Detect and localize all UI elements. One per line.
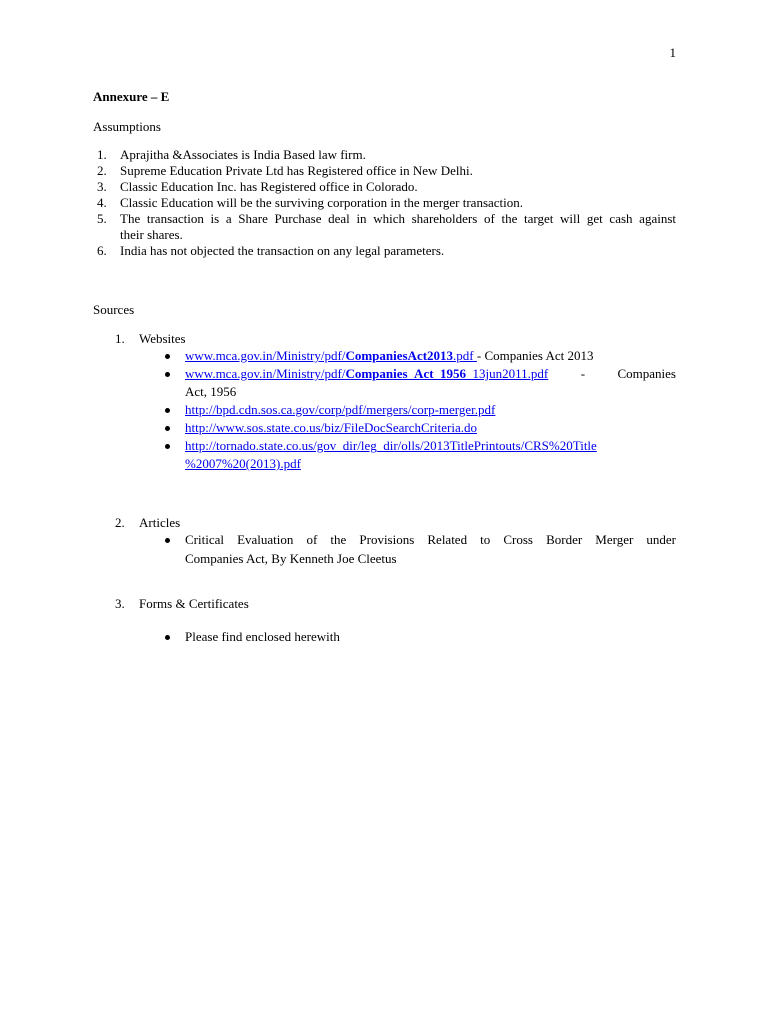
articles-section bbox=[93, 514, 676, 569]
link-description: - Companies bbox=[548, 366, 676, 381]
list-number: 1. bbox=[115, 331, 125, 346]
annexure-heading: Annexure – E bbox=[93, 89, 170, 104]
link-companies-act-2013[interactable]: www.mca.gov.in/Ministry/pdf/CompaniesAct2013.pdf bbox=[185, 348, 477, 363]
forms-heading bbox=[93, 595, 676, 612]
link-companies-act-1956[interactable]: www.mca.gov.in/Ministry/pdf/Companies_Act_1956_13jun2011.pdf bbox=[185, 366, 549, 381]
article-text-continued: Companies Act, By Kenneth Joe Cleetus bbox=[185, 551, 397, 566]
websites-heading bbox=[93, 330, 676, 347]
forms-label: Forms & Certificates bbox=[139, 596, 249, 611]
list-number: 1. bbox=[97, 147, 107, 162]
link-description-continued: Act, 1956 bbox=[185, 384, 237, 399]
websites-list bbox=[93, 347, 676, 473]
link-description: - Companies Act 2013 bbox=[476, 348, 594, 363]
link-ca-corp-merger[interactable]: http://bpd.cdn.sos.ca.gov/corp/pdf/mergers/corp-merger.pdf bbox=[185, 402, 496, 417]
list-item bbox=[93, 628, 676, 646]
assumption-text-continued: their shares. bbox=[120, 227, 183, 242]
list-item bbox=[93, 195, 676, 211]
article-text: Critical Evaluation of the Provisions Related to Cross Border Merger under bbox=[185, 532, 676, 547]
list-number: 3. bbox=[115, 596, 125, 611]
sources-title: Sources bbox=[93, 302, 135, 317]
list-item bbox=[93, 211, 676, 243]
link-co-file-doc-search[interactable]: http://www.sos.state.co.us/biz/FileDocSearchCriteria.do bbox=[185, 420, 477, 435]
assumption-text: Supreme Education Private Ltd has Registered office in New Delhi. bbox=[120, 163, 473, 178]
bullet-icon bbox=[165, 408, 170, 413]
bullet-icon bbox=[165, 538, 170, 543]
assumptions-list bbox=[93, 147, 676, 259]
bullet-icon bbox=[165, 426, 170, 431]
list-item bbox=[93, 437, 676, 473]
page-number: 1 bbox=[669, 45, 676, 60]
articles-label: Articles bbox=[139, 515, 181, 530]
link-co-crs-title[interactable]: http://tornado.state.co.us/gov_dir/leg_dir/olls/2013TitlePrintouts/CRS%20Title %2007%20(2013).pdf bbox=[185, 438, 597, 471]
articles-heading bbox=[93, 514, 676, 531]
websites-label: Websites bbox=[139, 331, 186, 346]
assumption-text: Aprajitha &Associates is India Based law firm. bbox=[120, 147, 366, 162]
forms-list bbox=[93, 628, 676, 646]
websites-section bbox=[93, 330, 676, 473]
list-number: 6. bbox=[97, 243, 107, 258]
list-number: 5. bbox=[97, 211, 107, 226]
list-number: 2. bbox=[115, 515, 125, 530]
bullet-icon bbox=[165, 354, 170, 359]
forms-section bbox=[93, 595, 676, 646]
assumption-text: Classic Education Inc. has Registered office in Colorado. bbox=[120, 179, 418, 194]
list-item bbox=[93, 401, 676, 419]
list-item bbox=[93, 179, 676, 195]
list-number: 2. bbox=[97, 163, 107, 178]
bullet-icon bbox=[165, 372, 170, 377]
bullet-icon bbox=[165, 635, 170, 640]
list-item bbox=[93, 531, 676, 569]
assumption-text: India has not objected the transaction on any legal parameters. bbox=[120, 243, 445, 258]
forms-text: Please find enclosed herewith bbox=[185, 629, 340, 644]
assumption-text: The transaction is a Share Purchase deal in which shareholders of the target will get cash against bbox=[120, 211, 676, 226]
list-number: 4. bbox=[97, 195, 107, 210]
list-item bbox=[93, 419, 676, 437]
list-item bbox=[93, 163, 676, 179]
bullet-icon bbox=[165, 444, 170, 449]
articles-list bbox=[93, 531, 676, 569]
list-item bbox=[93, 347, 676, 365]
list-number: 3. bbox=[97, 179, 107, 194]
assumptions-title: Assumptions bbox=[93, 119, 161, 134]
assumption-text: Classic Education will be the surviving corporation in the merger transaction. bbox=[120, 195, 524, 210]
list-item bbox=[93, 365, 676, 401]
list-item bbox=[93, 243, 676, 259]
list-item bbox=[93, 147, 676, 163]
